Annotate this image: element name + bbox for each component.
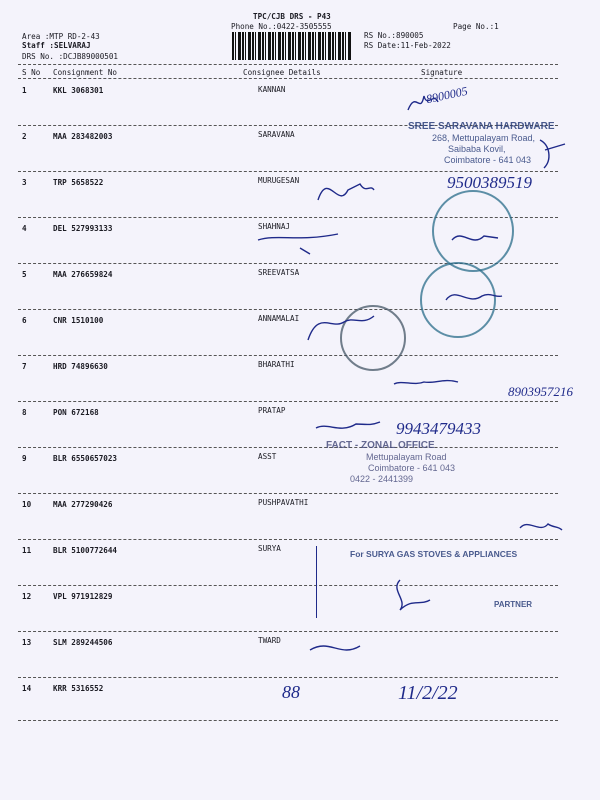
signature-scribble bbox=[310, 646, 360, 650]
col-signature: Signature bbox=[421, 68, 463, 77]
signature-scribble bbox=[308, 316, 374, 340]
signature-scribble bbox=[394, 381, 458, 384]
row-consignment: MAA 283482003 bbox=[53, 132, 113, 141]
area-field: Area :MTP RD-2-43 bbox=[22, 32, 100, 41]
row-sno: 3 bbox=[22, 178, 27, 187]
row-consignment: HRD 74896630 bbox=[53, 362, 108, 371]
row-consignment: CNR 1510100 bbox=[53, 316, 104, 325]
signature-scribble bbox=[452, 236, 498, 240]
row-consignee: PUSHPAVATHI bbox=[258, 498, 309, 507]
signature-scribble bbox=[540, 140, 565, 168]
row-consignment: BLR 6550657023 bbox=[53, 454, 118, 463]
handwritten-bracket bbox=[300, 546, 317, 618]
row-consignment: MAA 277290426 bbox=[53, 500, 113, 509]
row-consignee: MURUGESAN bbox=[258, 176, 300, 185]
row-sno: 4 bbox=[22, 224, 27, 233]
seal-fact-line1: FACT - ZONAL OFFICE bbox=[326, 440, 435, 451]
row-sno: 11 bbox=[22, 546, 32, 555]
handwritten-date: 11/2/22 bbox=[398, 682, 458, 704]
handwritten-phone-1: 9500389519 bbox=[447, 173, 532, 192]
row-sno: 12 bbox=[22, 592, 32, 601]
col-consignment: Consignment No bbox=[53, 68, 118, 77]
seal-partner: PARTNER bbox=[494, 600, 533, 609]
handwritten-mark: 88 bbox=[282, 682, 300, 702]
handwritten-phone-3: 9943479433 bbox=[396, 419, 481, 438]
row-consignee: ASST bbox=[258, 452, 277, 461]
seal-fact-line2: Mettupalayam Road bbox=[366, 452, 447, 462]
row-sno: 1 bbox=[22, 86, 27, 95]
signature-scribble bbox=[520, 524, 562, 530]
row-sno: 6 bbox=[22, 316, 27, 325]
row-consignee: TWARD bbox=[258, 636, 281, 645]
page-number: Page No.:1 bbox=[453, 22, 499, 31]
signature-scribble bbox=[397, 580, 430, 610]
seal-saravana-line1: SREE SARAVANA HARDWARE bbox=[408, 121, 555, 132]
seal-saravana-line2: 268, Mettupalayam Road, bbox=[432, 133, 536, 143]
col-consignee: Consignee Details bbox=[243, 68, 321, 77]
handwritten-number-1: 8900005 bbox=[424, 83, 469, 107]
row-consignment: MAA 276659824 bbox=[53, 270, 113, 279]
row-sno: 2 bbox=[22, 132, 27, 141]
document-title: TPC/CJB DRS - P43 bbox=[253, 12, 331, 21]
row-consignee: SARAVANA bbox=[258, 130, 295, 139]
phone-number: Phone No.:0422-3505555 bbox=[231, 22, 332, 31]
signature-scribble bbox=[316, 422, 380, 428]
signature-scribble bbox=[318, 184, 374, 200]
signature-scribble bbox=[258, 234, 338, 254]
row-sno: 9 bbox=[22, 454, 27, 463]
row-sno: 8 bbox=[22, 408, 27, 417]
row-sno: 10 bbox=[22, 500, 32, 509]
row-consignee: PRATAP bbox=[258, 406, 286, 415]
seal-fact-line4: 0422 - 2441399 bbox=[350, 473, 414, 484]
row-sno: 5 bbox=[22, 270, 27, 279]
row-consignment: TRP 5658522 bbox=[53, 178, 104, 187]
row-consignment: VPL 971912829 bbox=[53, 592, 113, 601]
row-consignment: KKL 3068301 bbox=[53, 86, 104, 95]
seal-surya-gas: For SURYA GAS STOVES & APPLIANCES bbox=[350, 549, 518, 559]
signature-scribble bbox=[446, 295, 502, 300]
row-consignee: SURYA bbox=[258, 544, 281, 553]
row-consignee: SREEVATSA bbox=[258, 268, 300, 277]
row-sno: 7 bbox=[22, 362, 27, 371]
row-sno: 13 bbox=[22, 638, 32, 647]
row-consignee: KANNAN bbox=[258, 85, 286, 94]
drs-number: DRS No. :DCJB89000501 bbox=[22, 52, 119, 61]
handwritten-phone-2: 8903957216 bbox=[508, 384, 573, 399]
row-consignment: KRR 5316552 bbox=[53, 684, 104, 693]
seal-saravana-line3: Saibaba Kovil, bbox=[448, 143, 506, 154]
row-consignee: ANNAMALAI bbox=[258, 314, 300, 323]
rs-date: RS Date:11-Feb-2022 bbox=[364, 41, 451, 50]
rs-number: RS No.:890005 bbox=[364, 31, 424, 40]
row-consignee: BHARATHI bbox=[258, 360, 295, 369]
row-consignment: DEL 527993133 bbox=[53, 224, 113, 233]
col-sno: S No bbox=[22, 68, 41, 77]
seal-saravana-line4: Coimbatore - 641 043 bbox=[444, 154, 532, 165]
row-consignment: PON 672168 bbox=[53, 408, 99, 417]
row-sno: 14 bbox=[22, 684, 32, 693]
row-consignment: BLR 5100772644 bbox=[53, 546, 118, 555]
seal-fact-line3: Coimbatore - 641 043 bbox=[368, 462, 456, 473]
signature-scribble bbox=[408, 96, 438, 110]
row-consignment: SLM 289244506 bbox=[53, 638, 113, 647]
staff-field: Staff :SELVARAJ bbox=[22, 41, 91, 50]
row-consignee: SHAHNAJ bbox=[258, 222, 291, 231]
